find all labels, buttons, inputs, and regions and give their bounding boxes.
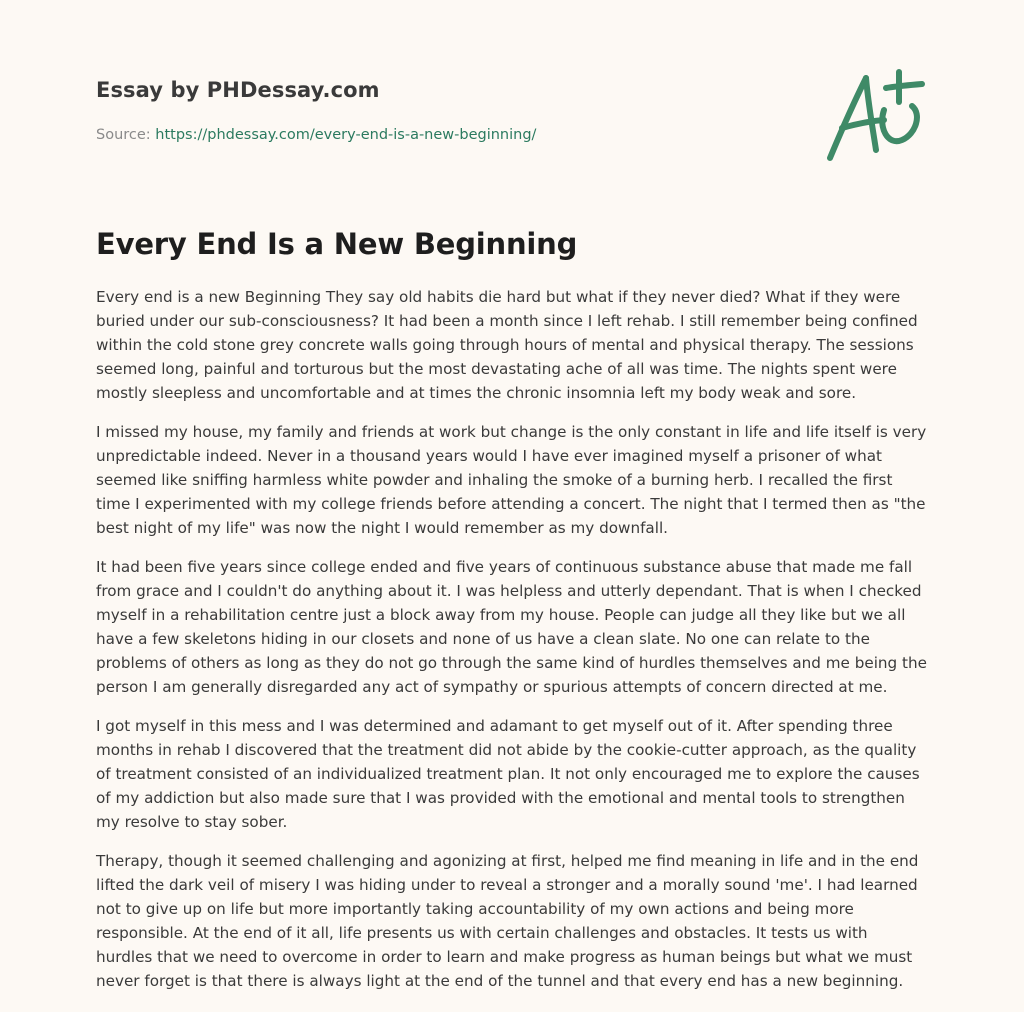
essay-title: Every End Is a New Beginning — [96, 227, 578, 261]
essay-body — [96, 285, 928, 1008]
essay-paragraph: Therapy, though it seemed challenging and agonizing at first, helped me find meaning in life and in the end lifted the dark veil of misery I was hiding under to reveal a stronger and a morally sound 'me'. I had learned not to give up on life but more importantly taking accountability of my own actions and being more responsible. At the end of it all, life presents us with certain challenges and obstacles. It tests us with hurdles that we need to overcome in order to learn and make progress as human beings but what we must never forget is that there is always light at the end of the tunnel and that every end has a new beginning. — [96, 852, 919, 990]
essay-paragraph: Every end is a new Beginning They say old habits die hard but what if they never died? What if they were buried under our sub-consciousness? It had been a month since I left rehab. I still remember being confined within the cold stone grey concrete walls going through hours of mental and physical therapy. The sessions seemed long, painful and torturous but the most devastating ache of all was time. The nights spent were mostly sleepless and uncomfortable and at times the chronic insomnia left my body weak and sore. — [96, 288, 918, 402]
source-link[interactable]: https://phdessay.com/every-end-is-a-new-beginning/ — [155, 127, 537, 143]
document-header — [96, 76, 796, 145]
site-title: Essay by PHDessay.com — [96, 78, 380, 102]
essay-paragraph: I missed my house, my family and friends at work but change is the only constant in life and life itself is very unpredictable indeed. Never in a thousand years would I have ever imagined myself a prisoner of what seemed like sniffing harmless white powder and inhaling the smoke of a burning herb. I recalled the first time I experimented with my college friends before attending a concert. The night that I termed then as "the best night of my life" was now the night I would remember as my downfall. — [96, 423, 927, 537]
source-label: Source: — [96, 127, 156, 143]
source-line — [96, 125, 796, 145]
essay-paragraph: I got myself in this mess and I was determined and adamant to get myself out of it. After spending three months in rehab I discovered that the treatment did not abide by the cookie-cutter approach, as the quality of treatment consisted of an individualized treatment plan. It not only encouraged me to explore the causes of my addiction but also made sure that I was provided with the emotional and mental tools to strengthen my resolve to stay sober. — [96, 717, 920, 831]
essay-paragraph: It had been five years since college ended and five years of continuous substance abuse that made me fall from grace and I couldn't do anything about it. I was helpless and utterly dependant. That is when I checked myself in a rehabilitation centre just a block away from my house. People can judge all they like but we all have a few skeletons hiding in our closets and none of us have a clean slate. No one can relate to the problems of others as long as they do not go through the same kind of hurdles themselves and me being the person I am generally disregarded any act of sympathy or spurious attempts of concern directed at me. — [96, 558, 927, 696]
a-plus-grade-icon — [822, 66, 930, 166]
